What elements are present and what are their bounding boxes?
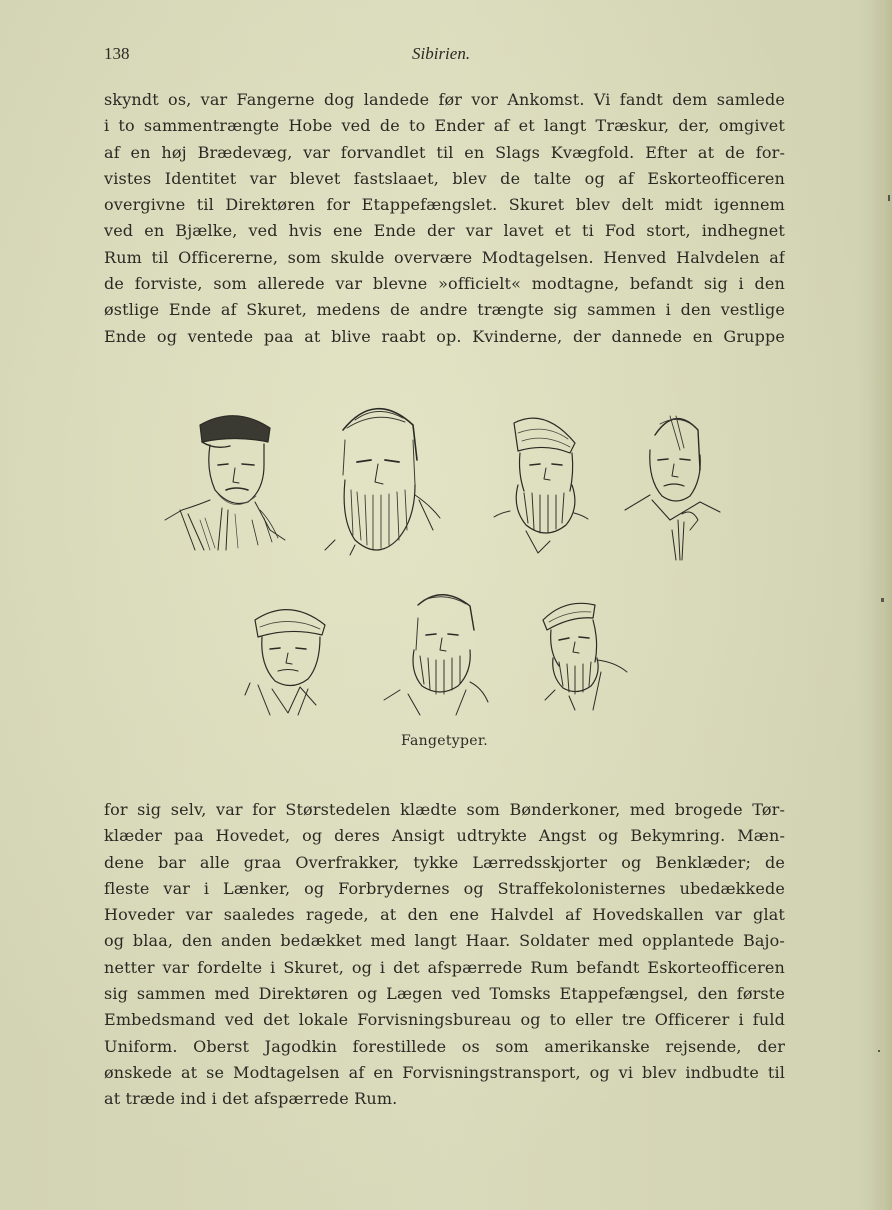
text-line: klæder paa Hovedet, og deres Ansigt udtrykte Angst og Bekymring. Mæn- (104, 826, 785, 846)
text-line: østlige Ende af Skuret, medens de andre trængte sig sammen i den vestlige (104, 300, 785, 320)
text-line: sig sammen med Direktøren og Lægen ved Tomsks Etappefængsel, den første (104, 984, 785, 1004)
text-line: ønskede at se Modtagelsen af en Forvisningstransport, og vi blev indbudte til (104, 1062, 785, 1082)
margin-mark (888, 195, 890, 201)
text-line: at træde ind i det afspærrede Rum. (104, 1089, 398, 1109)
text-line: af en høj Brædevæg, var forvandlet til en Slags Kvægfold. Efter at de for- (104, 142, 785, 162)
text-line: for sig selv, var for Størstedelen klædte som Bønderkoner, med brogede Tør- (104, 800, 785, 819)
paragraph-bottom (104, 797, 785, 1113)
page-edge-shadow (870, 0, 892, 1210)
text-line: vistes Identitet var blevet fastslaaet, blev de talte og af Eskorteofficeren (104, 168, 785, 188)
illustration-prisoner-types (150, 395, 740, 725)
prisoner-portrait-bald-man (625, 416, 720, 560)
page-header (104, 44, 784, 68)
text-line: netter var fordelte i Skuret, og i det afspærrede Rum befandt Eskorteofficeren (104, 957, 785, 977)
paragraph-top (104, 87, 785, 350)
text-line: Hoveder var saaledes ragede, at den ene Halvdel af Hovedskallen var glat (104, 905, 785, 925)
text-line: i to sammentrængte Hobe ved de to Ender af et langt Træskur, der, omgivet (104, 116, 785, 136)
text-line: Ende og ventede paa at blive raabt op. Kvinderne, der dannede en Gruppe (104, 326, 785, 346)
prisoner-portrait-bearded-cap-man (494, 418, 588, 553)
prisoner-portrait-bearded-cap-man-2 (543, 603, 627, 710)
text-line: de forviste, som allerede var blevne »officielt« modtagne, befandt sig i den (104, 274, 785, 294)
text-line: fleste var i Lænker, og Forbrydernes og Straffekolonisternes ubedækkede (104, 878, 785, 898)
text-line: overgivne til Direktøren for Etappefængslet. Skuret blev delt midt igennem (104, 195, 785, 215)
page-number: 138 (104, 44, 130, 63)
text-line: dene bar alle graa Overfrakker, tykke Lærredsskjorter og Benklæder; de (104, 852, 785, 872)
text-line: og blaa, den anden bedækket med langt Haar. Soldater med opplantede Bajo- (104, 931, 785, 951)
prisoner-portrait-bearded-man-2 (384, 595, 488, 715)
margin-mark (881, 598, 884, 602)
running-title: Sibirien. (412, 44, 471, 63)
figure-caption: Fangetyper. (400, 733, 489, 749)
text-line: Rum til Officererne, som skulde overvære Modtagelsen. Henved Halvdelen af (104, 247, 785, 267)
text-line: Uniform. Oberst Jagodkin forestillede os som amerikanske rejsende, der (104, 1036, 785, 1056)
prisoner-portrait-bearded-man (325, 409, 440, 555)
text-line: ved en Bjælke, ved hvis ene Ende der var lavet et ti Fod stort, indhegnet (104, 221, 785, 241)
margin-mark (878, 1050, 880, 1052)
text-line: Embedsmand ved det lokale Forvisningsbureau og to eller tre Officerer i fuld (104, 1010, 785, 1030)
prisoner-portrait-cap-man (165, 416, 285, 550)
prisoner-portrait-young-man (245, 610, 325, 715)
text-line: skyndt os, var Fangerne dog landede før vor Ankomst. Vi fandt dem samlede (104, 90, 785, 109)
